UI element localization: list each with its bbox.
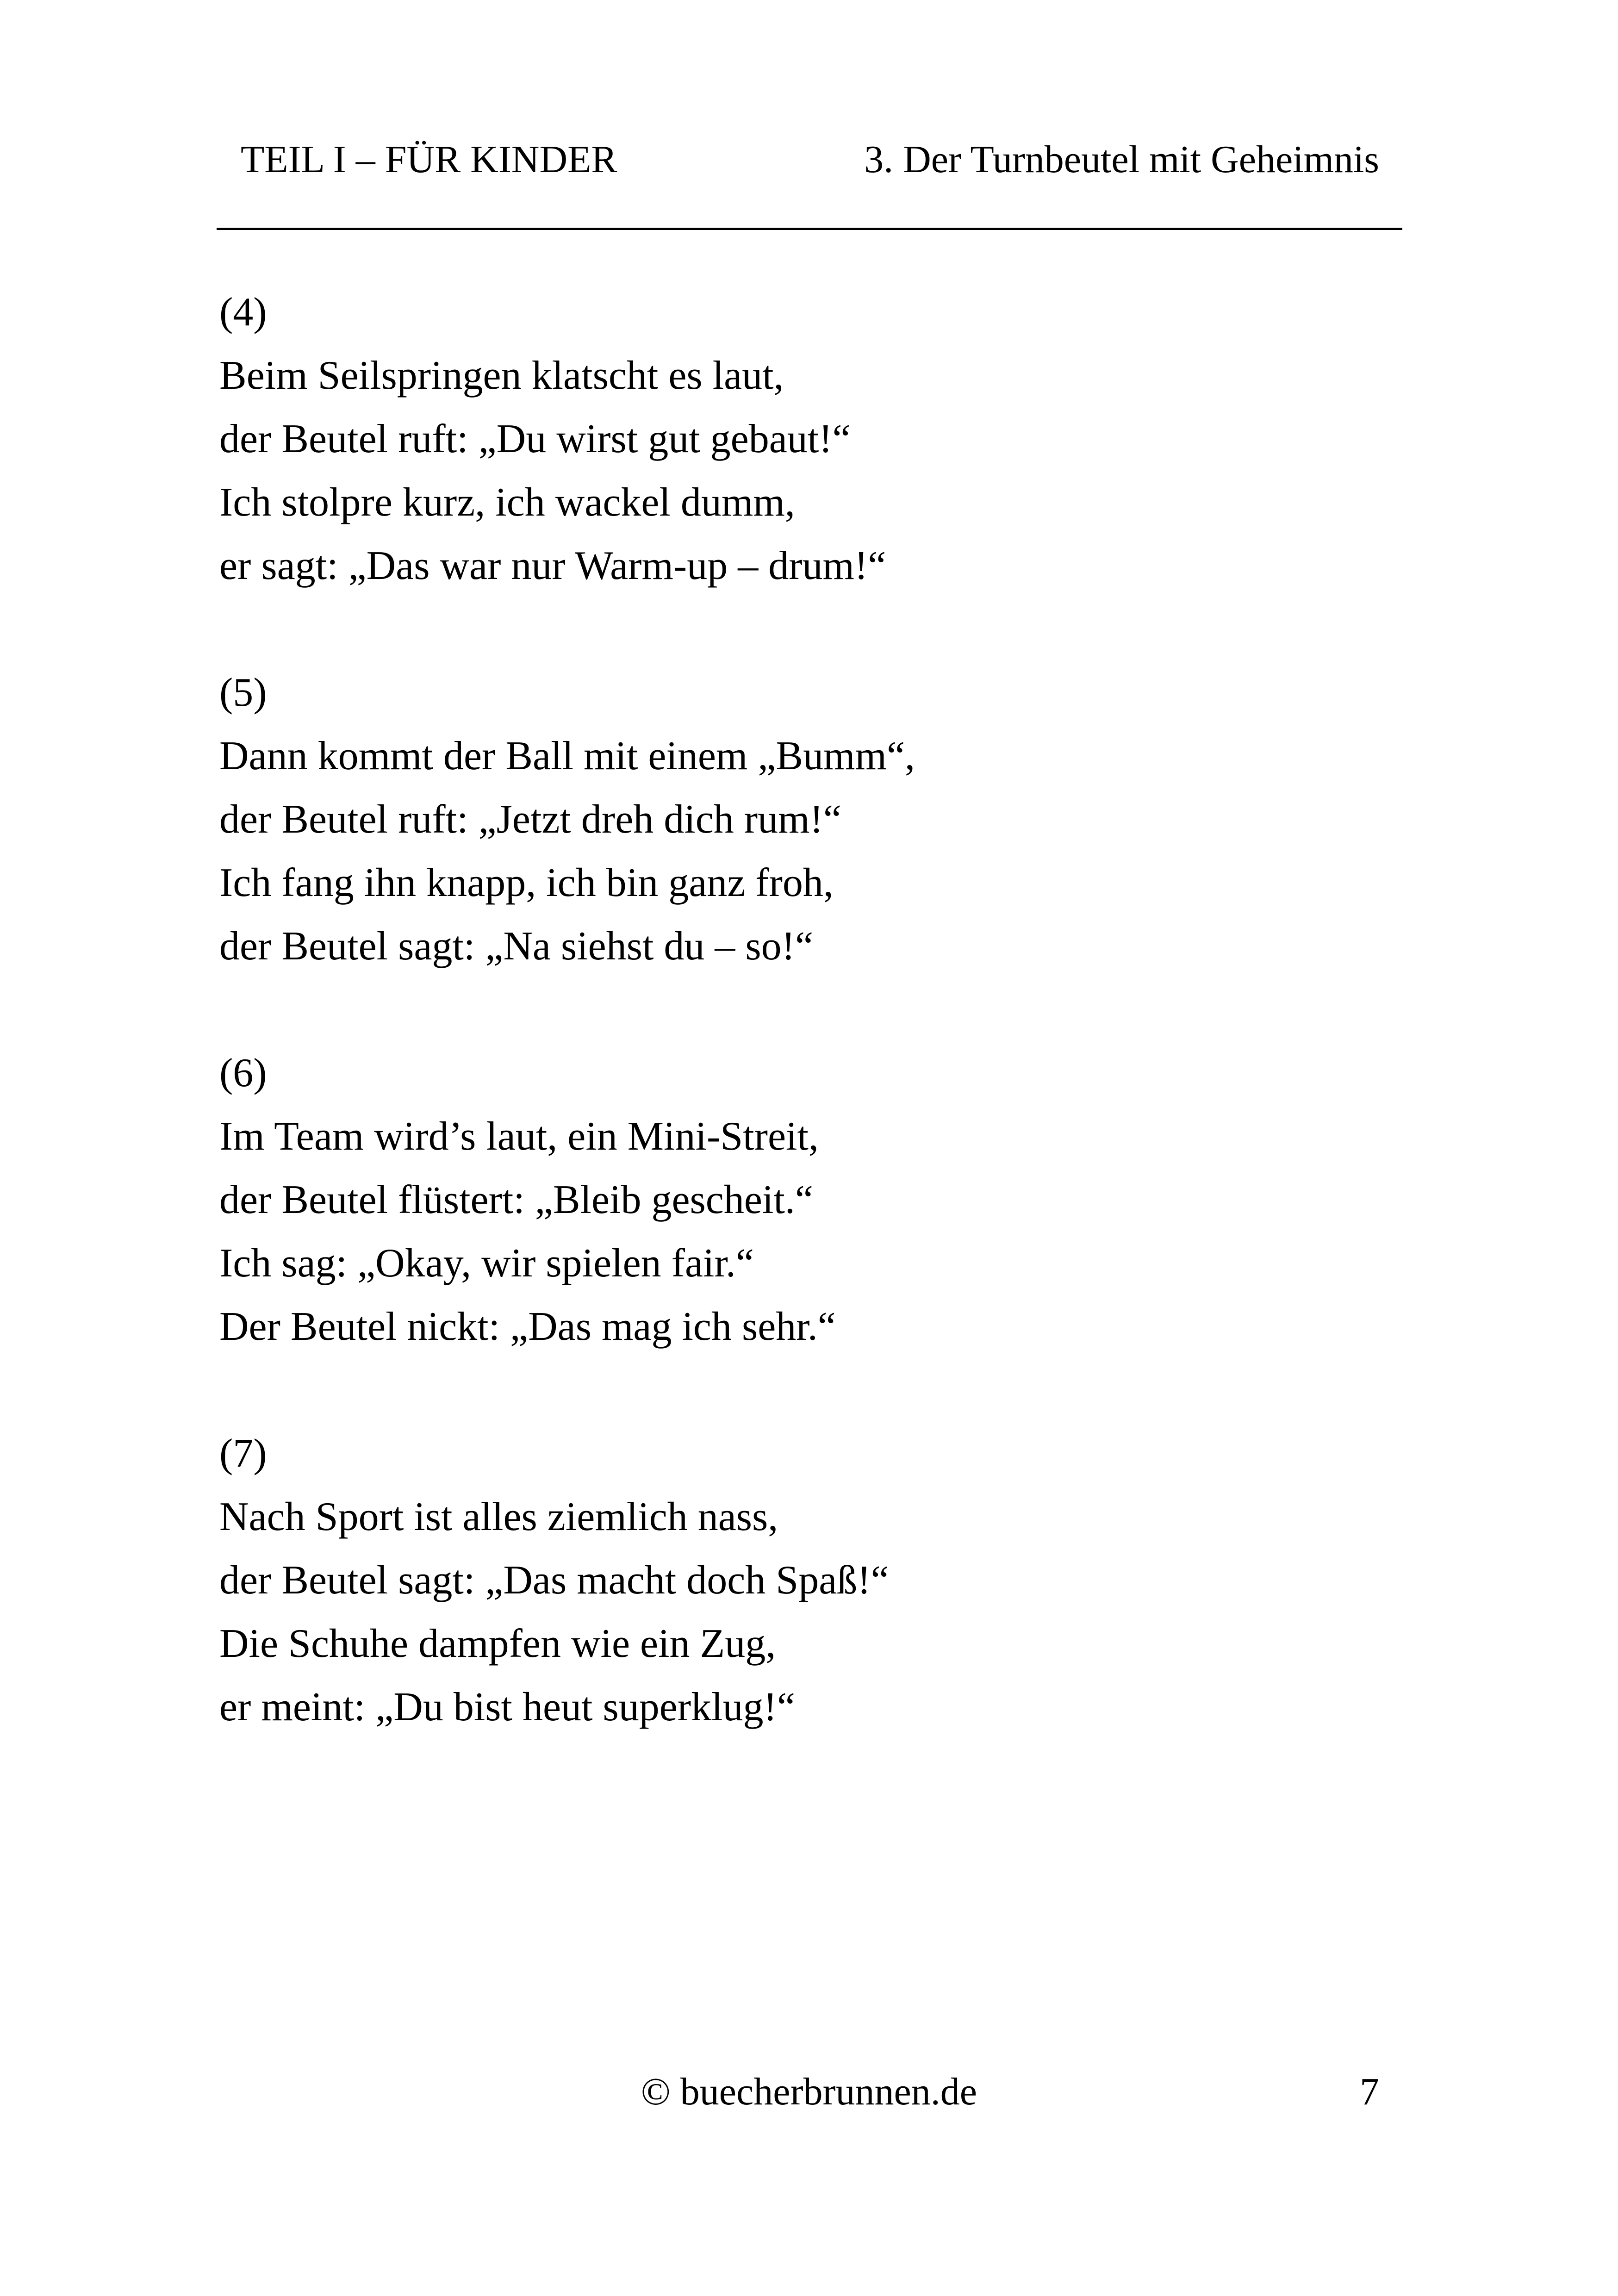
page-number: 7 (1360, 2070, 1379, 2113)
stanza-7 (219, 1422, 1376, 1739)
verse-line: er sagt: „Das war nur Warm-up – drum!“ (219, 543, 886, 588)
verse-line: Ich fang ihn knapp, ich bin ganz froh, (219, 860, 834, 905)
header-divider (217, 228, 1402, 230)
verse-line: der Beutel ruft: „Du wirst gut gebaut!“ (219, 417, 851, 461)
running-header (241, 134, 1379, 185)
verse-line: der Beutel sagt: „Das macht doch Spaß!“ (219, 1558, 889, 1603)
verse-line: Nach Sport ist alles ziemlich nass, (219, 1494, 778, 1539)
verse-line: Dann kommt der Ball mit einem „Bumm“, (219, 734, 915, 778)
verse-line: der Beutel ruft: „Jetzt dreh dich rum!“ (219, 797, 841, 842)
stanza-6 (219, 1041, 1376, 1358)
verse-line: der Beutel sagt: „Na siehst du – so!“ (219, 924, 814, 969)
stanza-5 (219, 661, 1376, 978)
header-chapter-title: 3. Der Turnbeutel mit Geheimnis (864, 138, 1379, 181)
verse-line: er meint: „Du bist heut superklug!“ (219, 1685, 795, 1730)
verse-line: Ich sag: „Okay, wir spielen fair.“ (219, 1241, 754, 1286)
verse-line: Die Schuhe dampfen wie ein Zug, (219, 1621, 776, 1666)
stanza-number: (7) (219, 1431, 267, 1476)
poem-body (219, 280, 1376, 1802)
verse-line: Der Beutel nickt: „Das mag ich sehr.“ (219, 1304, 836, 1349)
copyright-notice: © buecherbrunnen.de (641, 2070, 977, 2113)
verse-line: Ich stolpre kurz, ich wackel dumm, (219, 480, 795, 525)
page-footer (0, 2064, 1618, 2120)
stanza-number: (4) (219, 290, 267, 335)
verse-line: Im Team wird’s laut, ein Mini-Streit, (219, 1114, 819, 1159)
verse-line: der Beutel flüstert: „Bleib gescheit.“ (219, 1177, 813, 1222)
stanza-4 (219, 280, 1376, 597)
header-part-title: TEIL I – FÜR KINDER (241, 138, 617, 181)
verse-line: Beim Seilspringen klatscht es laut, (219, 353, 784, 398)
stanza-number: (5) (219, 670, 267, 715)
stanza-number: (6) (219, 1051, 267, 1095)
